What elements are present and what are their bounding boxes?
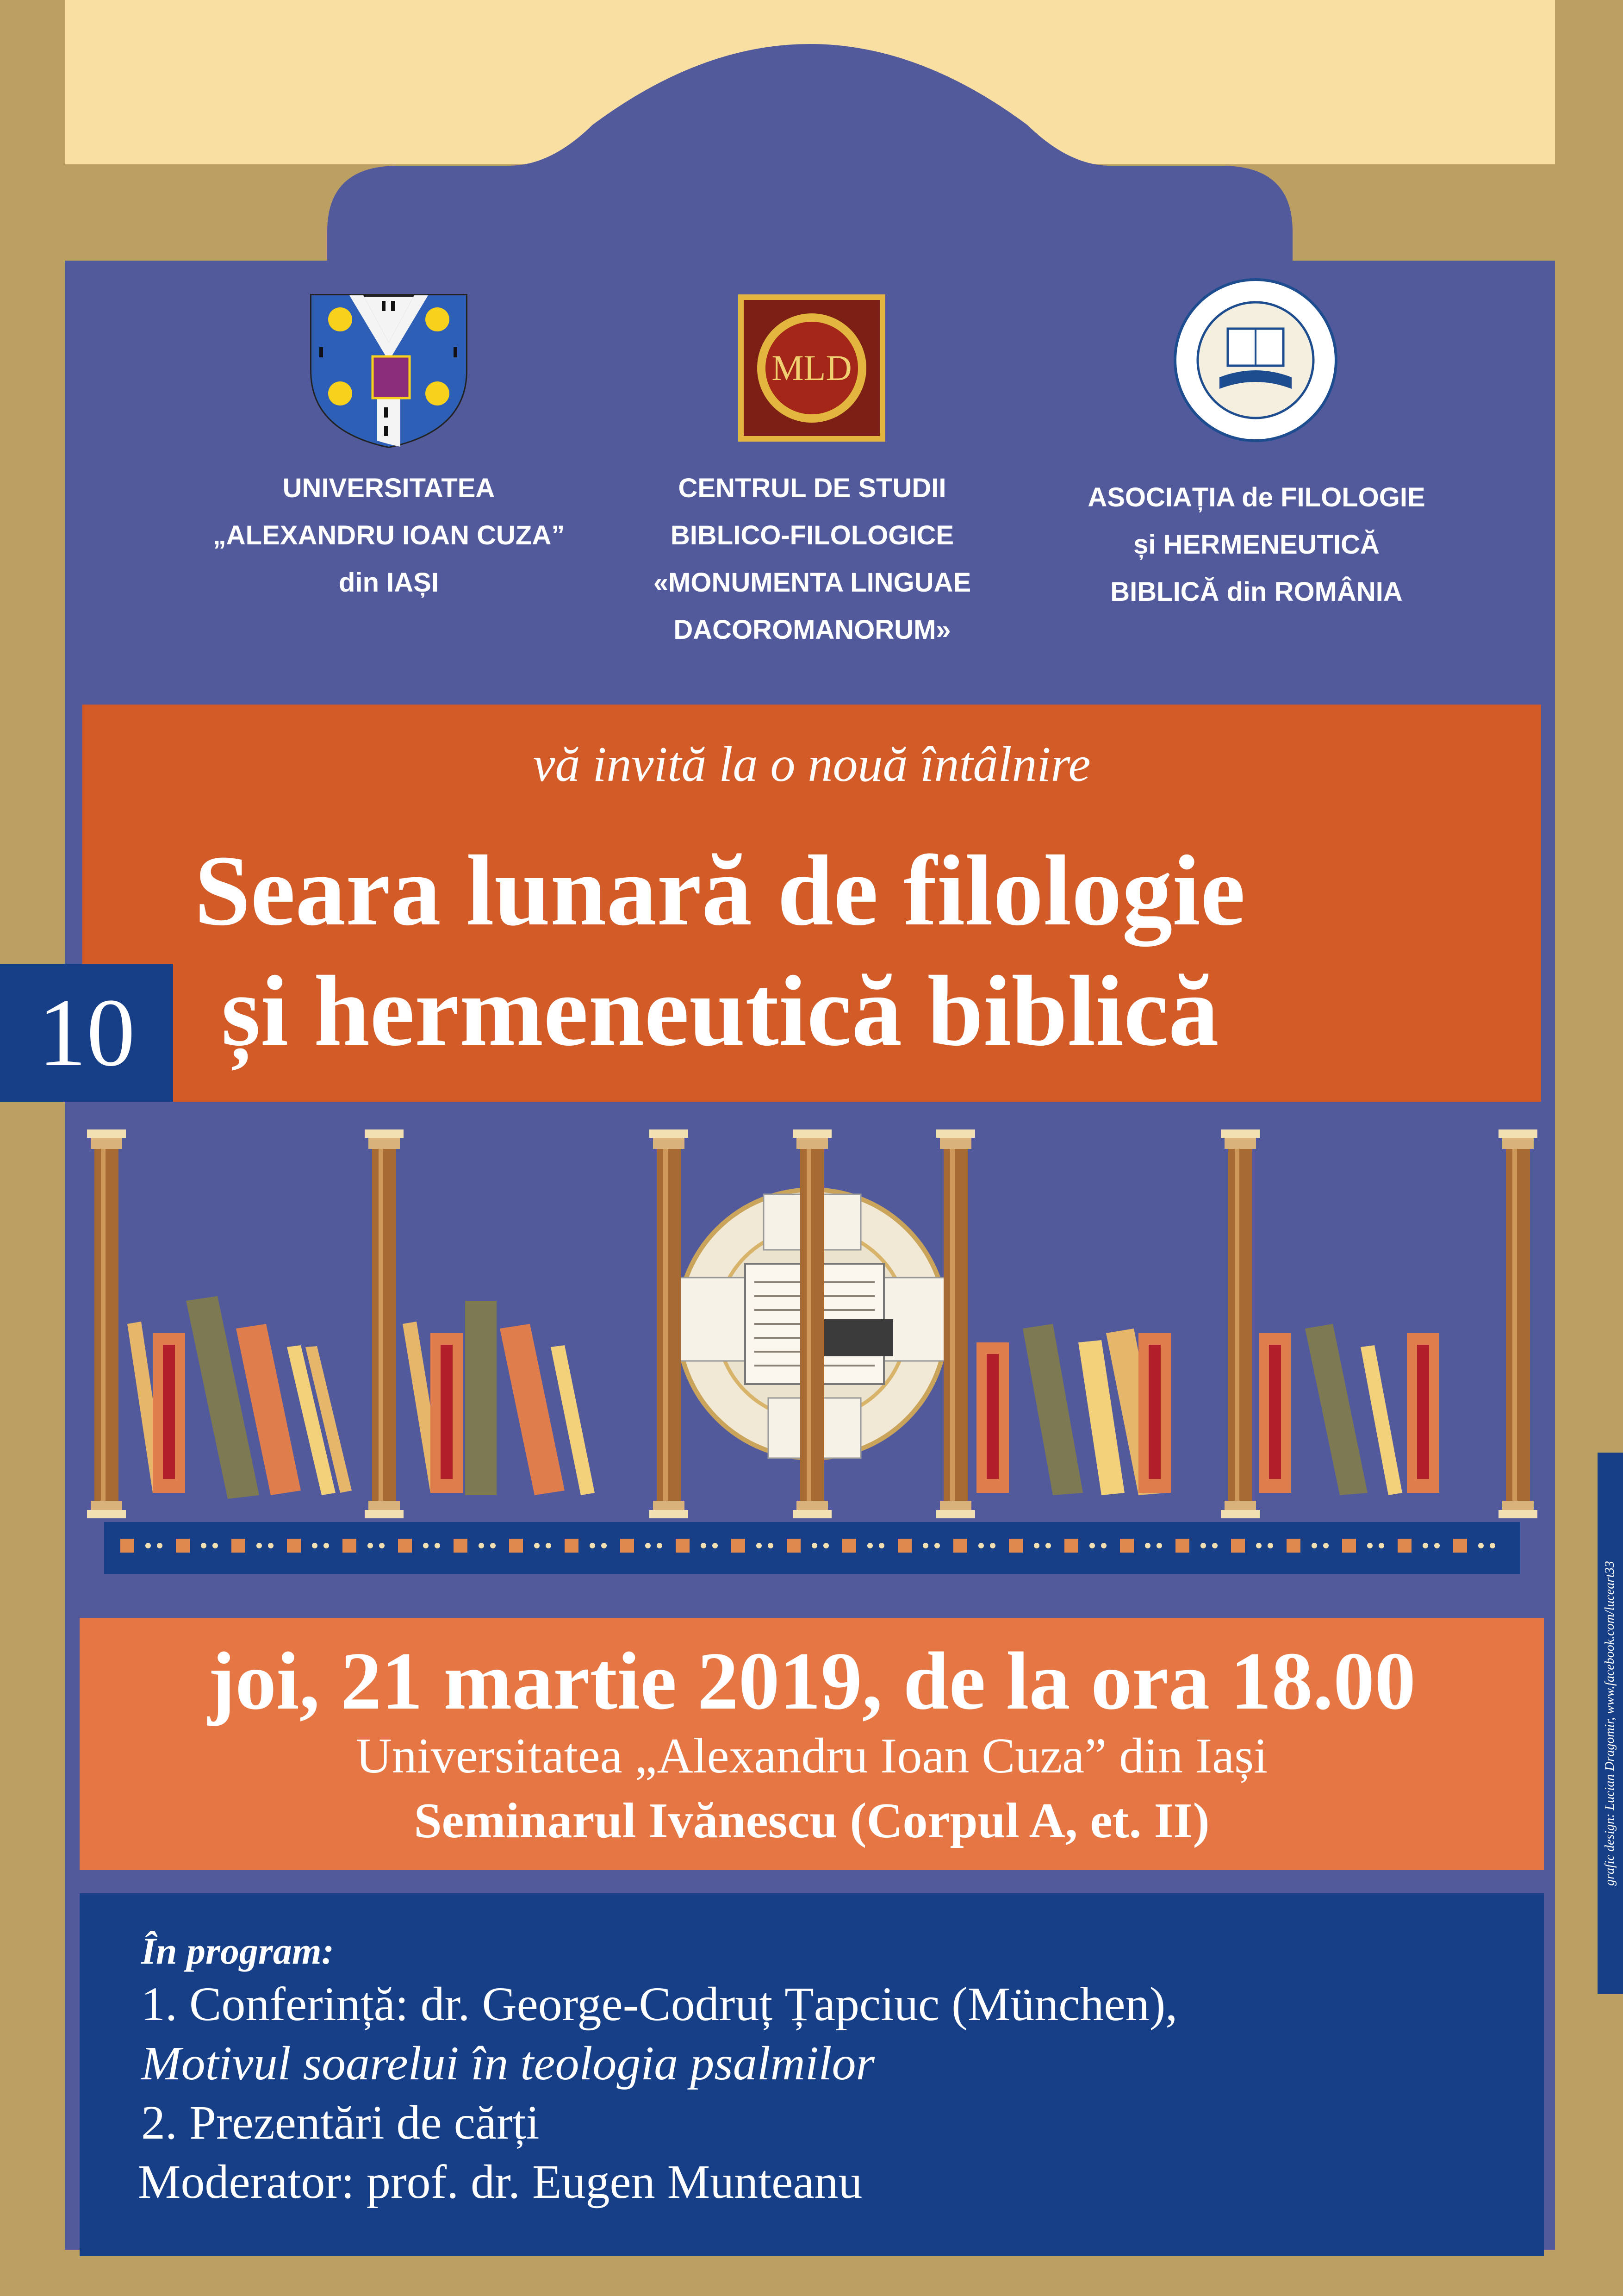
caption-line: BIBLICĂ din ROMÂNIA [1110,577,1403,607]
decorative-frieze [104,1522,1520,1574]
logo-caption-university [139,465,639,606]
university-coat-of-arms-icon [308,292,470,449]
mld-seal-icon [738,294,885,442]
caption-line: «MONUMENTA LINGUAE [653,568,971,598]
caption-line: CENTRUL DE STUDII [678,473,946,503]
books-second-group [403,1301,595,1495]
design-credit: grafic design: Lucian Dragomir, www.facebook.com/luceart33 [1603,1561,1617,1886]
event-venue: Universitatea „Alexandru Ioan Cuza” din Iași [355,1728,1268,1784]
logo-caption-association [1004,474,1509,616]
mld-seal-text: MLD [771,348,852,388]
books-right-group [1259,1324,1439,1495]
books-left-group [127,1296,352,1499]
bookshelf-colonnade-illustration [83,1125,1541,1583]
program-item-conference: 1. Conferință: dr. George-Codruț Țapciuc (München), [141,1978,1178,2031]
caption-line: ASOCIAȚIA de FILOLOGIE [1088,482,1425,512]
edition-number-badge: 10 [0,964,173,1102]
event-room: Seminarul Ivănescu (Corpul A, et. II) [414,1793,1210,1848]
books-third-group [976,1324,1171,1495]
event-date-time: joi, 21 martie 2019, de la ora 18.00 [207,1635,1416,1727]
event-title-line1: Seara lunară de filologie [194,835,1245,947]
program-item-book-presentations: 2. Prezentări de cărți [141,2096,540,2149]
caption-line: „ALEXANDRU IOAN CUZA” [212,520,565,550]
logo-caption-mld-center [569,465,1055,654]
caption-line: DACOROMANORUM» [673,615,951,645]
invitation-text: vă invită la o nouă întâlnire [533,737,1091,792]
caption-line: UNIVERSITATEA [282,473,495,503]
program-item-conference-title: Motivul soarelui în teologia psalmilor [141,2037,875,2090]
program-heading: În program: [141,1930,334,1972]
caption-line: și HERMENEUTICĂ [1133,530,1380,560]
caption-line: din IAȘI [339,568,439,598]
association-round-seal-icon [1173,278,1338,443]
program-moderator: Moderator: prof. dr. Eugen Munteanu [138,2155,863,2209]
caption-line: BIBLICO-FILOLOGICE [670,520,954,550]
event-title-line2: și hermeneutică biblică [221,955,1219,1067]
